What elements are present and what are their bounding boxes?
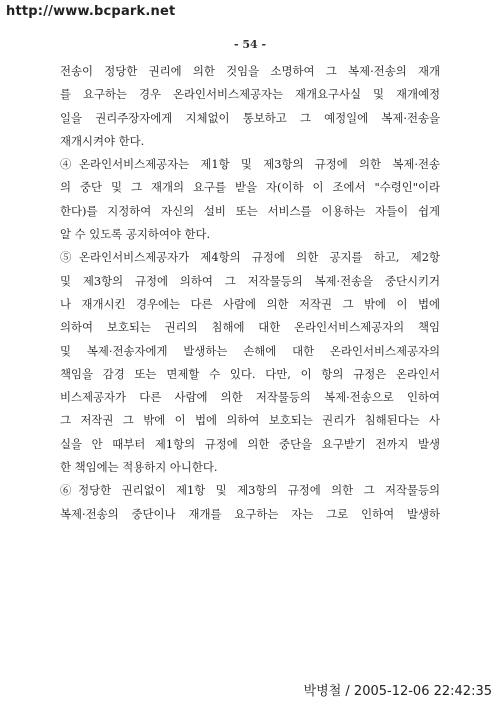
text-line: ④온라인서비스제공자는 제1항 및 제3항의 규정에 의한 복제·전송: [60, 157, 440, 172]
text-line: 및 복제·전송자에게 발생하는 손해에 대한 온라인서비스제공자의: [60, 343, 440, 358]
text-line: 복제·전송의 중단이나 재개를 요구하는 자는 그로 인하여 발생하: [60, 506, 440, 521]
footer-stamp: 박병철 / 2005-12-06 22:42:35: [303, 684, 492, 699]
text-line: 알 수 있도록 공지하여야 한다.: [60, 227, 211, 242]
text-line: ⑤온라인서비스제공자가 제4항의 규정에 의한 공지를 하고, 제2항: [60, 250, 440, 265]
text-line: 를 요구하는 경우 온라인서비스제공자는 재개요구사실 및 재개예정: [60, 87, 440, 102]
watermark-url: http://www.bcpark.net: [6, 4, 176, 19]
text-line: 그 저작권 그 밖에 이 법에 의하여 보호되는 권리가 침해된다는 사: [60, 413, 440, 428]
text-line: 의하여 보호되는 권리의 침해에 대한 온라인서비스제공자의 책임: [60, 320, 440, 335]
text-line: 나 재개시킨 경우에는 다른 사람에 의한 저작권 그 밖에 이 법에: [60, 296, 440, 311]
text-line: 의 중단 및 그 재개의 요구를 받을 자(이하 이 조에서 "수령인"이라: [60, 180, 440, 195]
text-line: 일을 권리주장자에게 지체없이 통보하고 그 예정일에 복제·전송을: [60, 110, 440, 125]
document-body: [60, 60, 440, 526]
text-line: 실을 안 때부터 제1항의 규정에 의한 중단을 요구받기 전까지 발생: [60, 436, 440, 451]
text-line: 및 제3항의 규정에 의하여 그 저작물등의 복제·전송을 중단시키거: [60, 273, 440, 288]
text-line: 한 책임에는 적용하지 아니한다.: [60, 460, 218, 475]
text-line: 재개시켜야 한다.: [60, 133, 145, 148]
text-line: 전송이 정당한 권리에 의한 것임을 소명하여 그 복제·전송의 재개: [60, 64, 440, 78]
text-line: 책임을 감경 또는 면제할 수 있다. 다만, 이 항의 규정은 온라인서: [60, 366, 440, 381]
text-line: ⑥정당한 권리없이 제1항 및 제3항의 규정에 의한 그 저작물등의: [60, 483, 440, 498]
text-line: 한다)를 지정하여 자신의 설비 또는 서비스를 이용하는 자들이 쉽게: [60, 203, 440, 218]
page-number: - 54 -: [233, 38, 267, 51]
text-line: 비스제공자가 다른 사람에 의한 저작물등의 복제·전송으로 인하여: [60, 390, 440, 405]
